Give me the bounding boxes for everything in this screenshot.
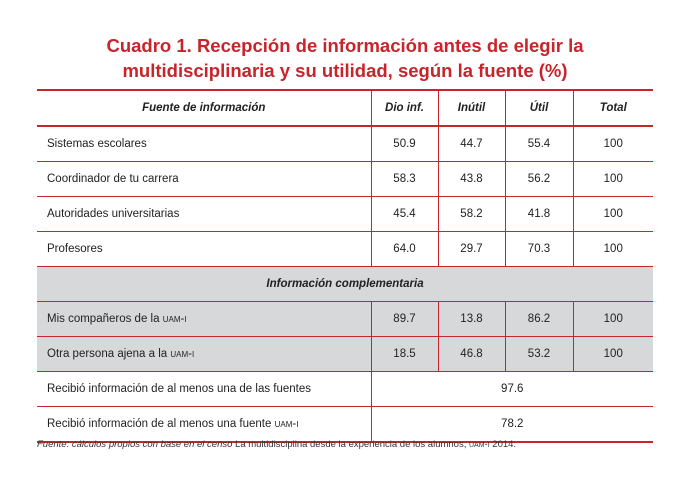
data-table: [37, 89, 653, 443]
cell-dio: 58.3: [371, 162, 438, 197]
title-line-1: Cuadro 1. Recepción de información antes de elegir la: [106, 35, 584, 56]
row-label: Recibió información de al menos una fuente uam-i: [47, 418, 299, 430]
cell-inutil: 58.2: [438, 197, 505, 232]
header-inutil: Inútil: [438, 90, 505, 126]
summary-value: 78.2: [371, 407, 653, 443]
cell-util: 41.8: [505, 197, 573, 232]
cell-inutil: 13.8: [438, 302, 505, 337]
row-label: Sistemas escolares: [47, 138, 147, 150]
row-label: Otra persona ajena a la uam-i: [37, 337, 371, 372]
cell-inutil: 44.7: [438, 126, 505, 162]
cell-total: 100: [573, 337, 653, 372]
cell-total: 100: [573, 232, 653, 267]
cell-inutil: 29.7: [438, 232, 505, 267]
section-heading: Información complementaria: [37, 267, 653, 302]
cell-util: 55.4: [505, 126, 573, 162]
row-label: Autoridades universitarias: [47, 208, 180, 220]
row-label: Coordinador de tu carrera: [47, 173, 179, 185]
cell-total: 100: [573, 162, 653, 197]
cell-util: 86.2: [505, 302, 573, 337]
cell-total: 100: [573, 126, 653, 162]
cell-dio: 45.4: [371, 197, 438, 232]
table-row: [37, 337, 653, 372]
cell-util: 70.3: [505, 232, 573, 267]
summary-row: [37, 407, 653, 443]
header-source: Fuente de información: [142, 102, 266, 114]
cell-dio: 50.9: [371, 126, 438, 162]
table-row: [37, 162, 653, 197]
cell-inutil: 46.8: [438, 337, 505, 372]
cell-util: 53.2: [505, 337, 573, 372]
cell-dio: 18.5: [371, 337, 438, 372]
summary-value: 97.6: [371, 372, 653, 407]
table-row: [37, 126, 653, 162]
table-title: [0, 33, 690, 83]
row-label: Recibió información de al menos una de las fuentes: [47, 383, 312, 395]
title-line-2: multidisciplinaria y su utilidad, según la fuente (%): [122, 60, 568, 81]
section-row: [37, 267, 653, 302]
row-label: Mis compañeros de la uam-i: [37, 302, 371, 337]
cell-dio: 64.0: [371, 232, 438, 267]
header-dio: Dio inf.: [371, 90, 438, 126]
source-footnote: Fuente: cálculos propios con base en el censo La multidisciplina desde la experiencia de los alumnos, uam-i 2014.: [37, 439, 517, 450]
table-row: [37, 232, 653, 267]
cell-total: 100: [573, 197, 653, 232]
cell-dio: 89.7: [371, 302, 438, 337]
cell-total: 100: [573, 302, 653, 337]
table-row: [37, 302, 653, 337]
table-row: [37, 197, 653, 232]
header-util: Útil: [505, 90, 573, 126]
row-label: Profesores: [47, 243, 103, 255]
cell-util: 56.2: [505, 162, 573, 197]
summary-row: [37, 372, 653, 407]
cell-inutil: 43.8: [438, 162, 505, 197]
header-total: Total: [573, 90, 653, 126]
header-row: [37, 90, 653, 126]
